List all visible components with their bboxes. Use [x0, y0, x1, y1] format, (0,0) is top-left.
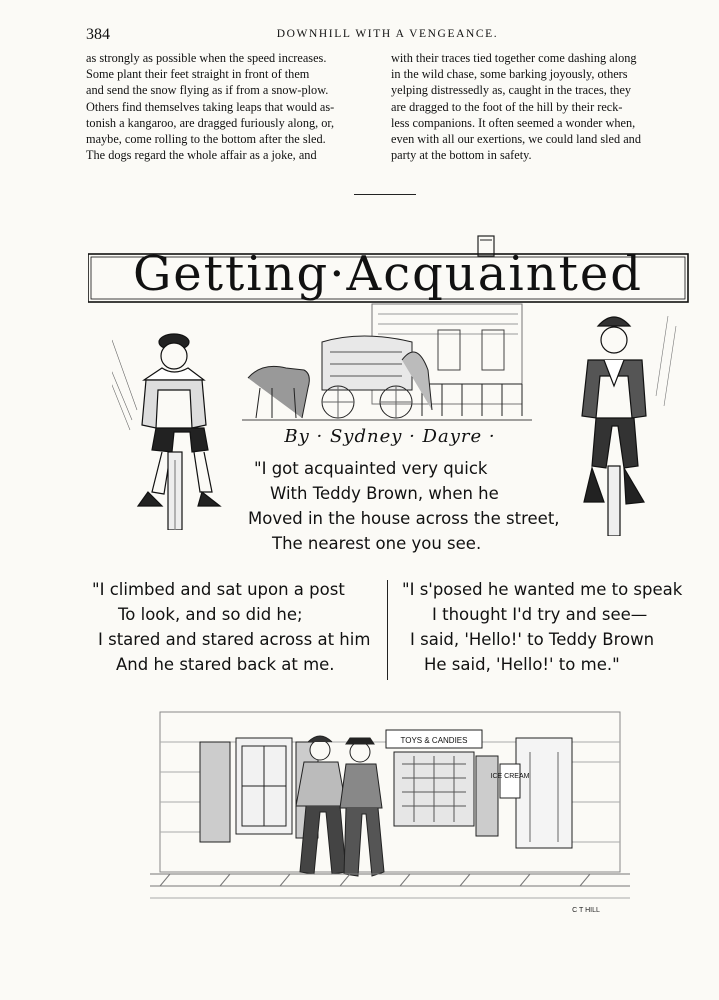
text-line: yelping distressedly as, caught in the traces, they: [391, 83, 632, 98]
text-line: as strongly as possible when the speed increases.: [86, 51, 327, 65]
boy-on-post-right-illustration: [568, 306, 678, 536]
verse-line: "I climbed and sat upon a post: [92, 580, 345, 599]
running-head: [86, 26, 689, 44]
text-line: maybe, come rolling to the bottom after the sled.: [86, 132, 326, 147]
verse-line: Moved in the house across the street,: [248, 509, 560, 528]
text-line: with their traces tied together come dashing along: [391, 51, 637, 65]
text-line: Others find themselves taking leaps that would as-: [86, 99, 335, 114]
moving-wagon-illustration: [242, 300, 532, 422]
poem-stanza-1: [236, 456, 560, 556]
text-line: tonish a kangaroo, are dragged furiously along, or,: [86, 115, 335, 130]
verse-line: The nearest one you see.: [272, 534, 482, 553]
text-line: less companions. It often seemed a wonder when,: [391, 115, 636, 130]
article-column-right: [391, 50, 689, 163]
poem-byline: By · Sydney · Dayre ·: [284, 426, 496, 447]
text-line: even with all our exertions, we could land sled and: [391, 132, 641, 147]
poem-title-banner: [88, 238, 688, 304]
verse-line: I said, 'Hello!' to Teddy Brown: [410, 630, 655, 649]
stanza-divider: [387, 580, 388, 680]
page-number: 384: [86, 26, 110, 43]
text-line: in the wild chase, some barking joyously, others: [391, 67, 628, 82]
verse-line: I thought I'd try and see—: [432, 605, 648, 624]
text-line: and send the snow flying as if from a snow-plow.: [86, 83, 329, 98]
verse-line: "I got acquainted very quick: [254, 459, 488, 478]
poem-title: Getting·Acquainted: [132, 246, 644, 302]
article-column-left: [86, 50, 384, 163]
text-line: are dragged to the foot of the hill by their reck-: [391, 99, 623, 114]
running-title: DOWNHILL WITH A VENGEANCE.: [276, 28, 499, 40]
verse-line: And he stared back at me.: [116, 655, 335, 674]
text-line: Some plant their feet straight in front of them: [86, 67, 310, 82]
text-line: party at the bottom in safety.: [391, 148, 532, 163]
storefront-illustration: [150, 702, 630, 920]
text-line: The dogs regard the whole affair as a joke, and: [86, 148, 317, 163]
verse-line: To look, and so did he;: [118, 605, 303, 624]
section-divider: [354, 194, 416, 195]
verse-line: With Teddy Brown, when he: [270, 484, 499, 503]
verse-line: He said, 'Hello!' to me.": [424, 655, 620, 674]
poem-stanza-2: [92, 577, 370, 677]
verse-line: I stared and stared across at him: [98, 630, 371, 649]
boy-on-post-left-illustration: [112, 320, 232, 530]
illustrator-signature: C T HILL: [572, 907, 600, 914]
verse-line: "I s'posed he wanted me to speak: [402, 580, 683, 599]
poem-stanza-3: [402, 577, 682, 677]
window-sign-text: ICE CREAM: [490, 773, 530, 780]
shop-sign-text: TOYS & CANDIES: [400, 736, 468, 745]
